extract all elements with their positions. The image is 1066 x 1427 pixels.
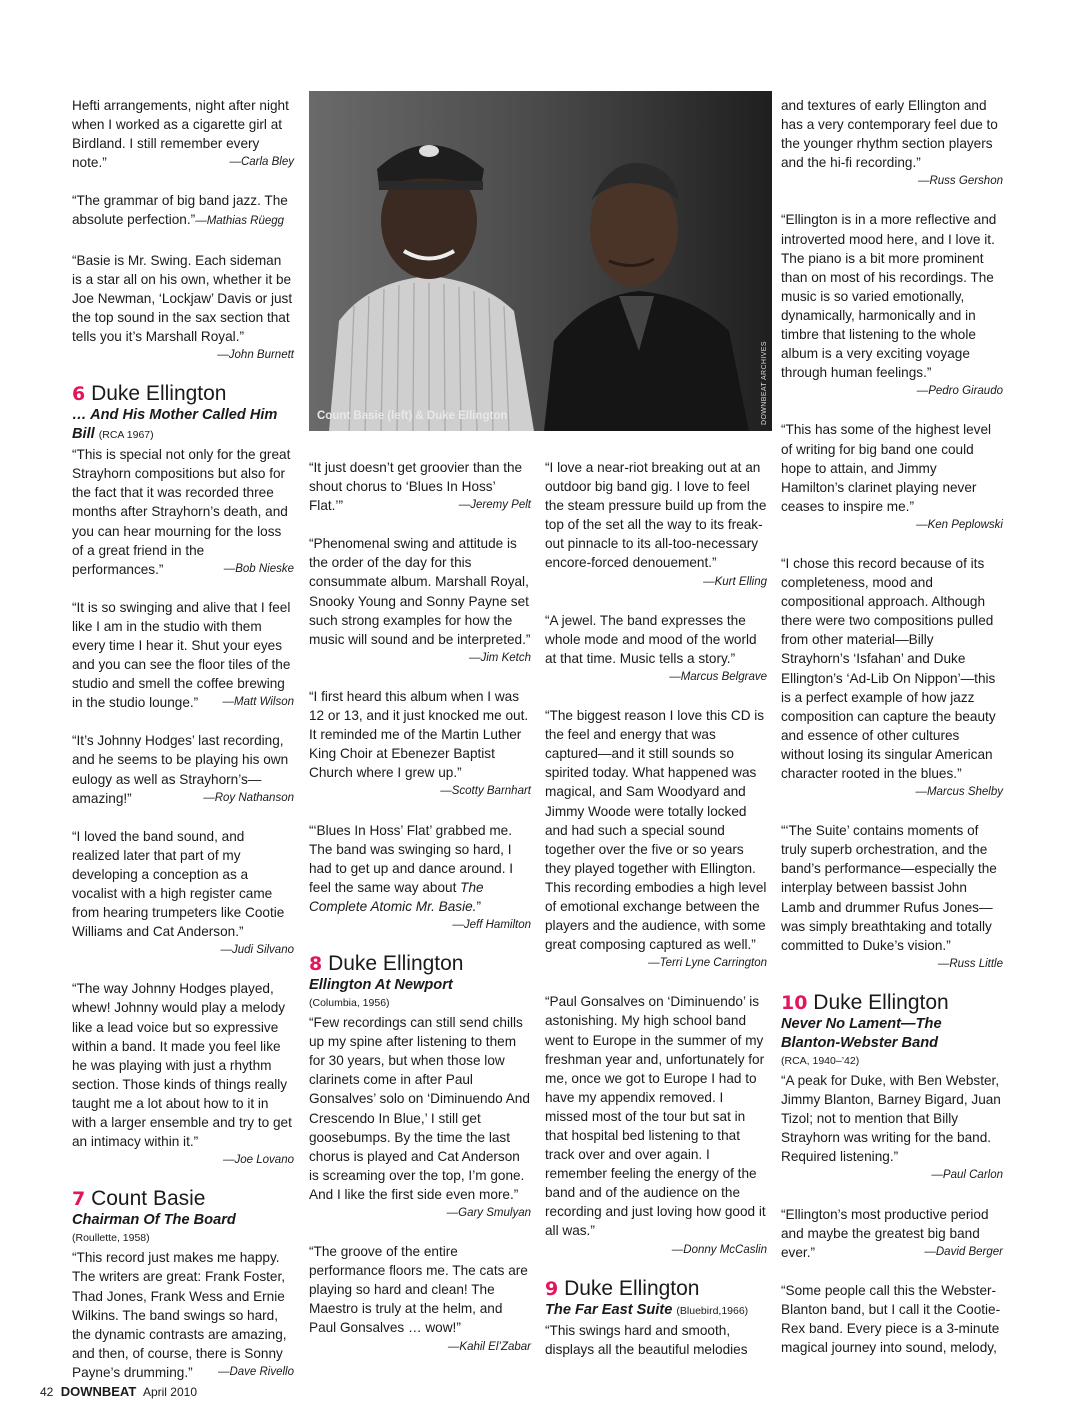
issue-date: April 2010 <box>142 1385 198 1399</box>
entry-number: 7 <box>72 1188 86 1211</box>
entry-number: 9 <box>545 1277 559 1300</box>
quote-text: “Ellington’s most productive period and maybe the greatest big band ever.” <box>781 1206 989 1260</box>
quote-text: “The way Johnny Hodges played, whew! Johnny would play a melody like a lead voice but so expressive within a band. It made you feel like he was playing with just a rhythm section. Those kinds of things really taught me a lot about how to it in with a larger ensemble and try to get an intimacy within it.” <box>72 981 292 1150</box>
quote-text: and textures of early Ellington and has a very contemporary feel due to the younger rhythm section players and the hi-fi recording.” <box>781 98 998 171</box>
entry-album <box>72 406 294 445</box>
quote-attribution: —Roy Nathanson <box>203 791 294 804</box>
entry-artist: Duke Ellington <box>328 952 464 976</box>
entry-artist: Duke Ellington <box>564 1276 700 1300</box>
quote-attribution: —Kahil El’Zabar <box>447 1340 531 1353</box>
quote <box>72 251 294 366</box>
entry-7 <box>72 1187 294 1247</box>
column-1 <box>72 96 294 1401</box>
quote <box>781 420 1003 535</box>
column-2 <box>309 458 531 1376</box>
quote <box>72 96 294 172</box>
album-title: … And His Mother Called Him Bill <box>72 407 278 443</box>
quote-attribution: —Russ Little <box>937 957 1003 970</box>
entry-album <box>545 1301 767 1321</box>
quote <box>72 1248 294 1382</box>
quote-text: “This swings hard and smooth, displays all the beautiful melodies <box>545 1322 748 1357</box>
quote-text: “It’s Johnny Hodges’ last recording, and he seems to be playing his own eulogy as well as Strayhorn’s—amazing!” <box>72 733 289 806</box>
quote <box>309 821 531 936</box>
quote-text: ” <box>476 898 481 914</box>
quote-attribution: —Mathias Rüegg <box>195 215 285 228</box>
quote <box>72 191 294 231</box>
quote-attribution: —Bob Nieske <box>223 562 294 575</box>
entry-6 <box>72 382 294 445</box>
entry-heading <box>781 991 1003 1015</box>
quote-text: “‘Blues In Hoss’ Flat’ grabbed me. The band was swinging so hard, I had to get up and dance around. I feel the same way about <box>309 822 514 895</box>
album-label: (Bluebird,1966) <box>676 1304 749 1317</box>
quote-text: “‘The Suite’ contains moments of truly superb orchestration, and the band’s performance—especially the interplay between bassist John Lamb and drummer Rufus Jones—was simply breathtaking and totally committed to Duke’s vision.” <box>781 823 997 953</box>
entry-heading <box>72 1187 294 1211</box>
quote-text: “I loved the band sound, and realized later that part of my developing a conception as a vocalist with a high register came from hearing trumpeters like Cootie Williams and Cat Anderson.” <box>72 828 285 940</box>
quote-text: “Phenomenal swing and attitude is the order of the day for this consummate album. Marshall Royal, Snooky Young and Sonny Payne set such strong examples for how the music will sound and be interpreted.” <box>309 536 531 647</box>
quote-text: “Some people call this the Webster-Blanton band, but I call it the Cootie-Rex band. Every piece is a 3-minute magical journey into sound, melody, <box>781 1282 1001 1356</box>
quote-attribution: —Matt Wilson <box>222 696 294 709</box>
photo-credit: DOWNBEAT ARCHIVES <box>761 341 768 425</box>
column-3 <box>545 458 767 1378</box>
album-title: Ellington At Newport <box>309 977 453 994</box>
quote-text: “Few recordings can still send chills up my spine after listening to them for 30 years, but when those low clarinets come in after Paul Gonsalves’ solo on ‘Diminuendo And Crescendo In Blue,’ I still get goosebumps. By the time the last chorus is played and Cat Anderson is screaming over the top, I’m gone. And I like the first side even more.” <box>309 1015 530 1202</box>
quote-attribution: —Dave Rivello <box>217 1365 294 1378</box>
entry-heading <box>309 952 531 976</box>
quote <box>545 706 767 973</box>
quote-attribution: —Russ Gershon <box>917 175 1003 188</box>
quote-text: “This has some of the highest level of writing for big band one could hope to attain, and Jimmy Hamilton’s clarinet playing never ceases to inspire me.” <box>781 422 992 514</box>
quote <box>781 1281 1003 1357</box>
quote-text: “Ellington is in a more reflective and introverted mood here, and I love it. The piano is a bit more prominent than on most of his recordings. The music is so varied emotionally, dynamically, harmonically and in timbre that listening to the whole album is a very exciting voyage through human feelings.” <box>781 212 997 381</box>
quote <box>545 1321 767 1359</box>
quote-attribution: —Judi Silvano <box>220 944 294 957</box>
quote <box>309 458 531 515</box>
quote-text: “The biggest reason I love this CD is the feel and energy that was captured—and it still sounds so spirited today. What happened was magical, and Sam Woodyard and Jimmy Woode were totally locked and had such a special sound together over the five or so years they played together with Ellington. This recording embodies a high level of emotional exchange between the players and the audience, with some great composing captured as well.” <box>545 708 767 953</box>
entry-number: 8 <box>309 953 323 976</box>
quote-text: “I first heard this album when I was 12 or 13, and it just knocked me out. It reminded me of the Martin Luther King Choir at Ebenezer Baptist Church where I grew up.” <box>309 688 529 781</box>
quote <box>309 534 531 668</box>
quote-attribution: —David Berger <box>924 1245 1003 1258</box>
quote-attribution: —Marcus Belgrave <box>669 670 767 683</box>
quote <box>545 611 767 687</box>
quote-attribution: —John Burnett <box>217 349 294 362</box>
album-label: (RCA 1967) <box>98 429 154 442</box>
entry-artist: Duke Ellington <box>813 990 949 1014</box>
quote-attribution: —Jim Ketch <box>469 651 531 664</box>
photo-image <box>309 91 772 431</box>
quote-attribution: —Jeremy Pelt <box>458 499 531 512</box>
quote-text: “This record just makes me happy. The writers are great: Frank Foster, Thad Jones, Frank Wess and Ernie Wilkins. The band swings so hard, the dynamic contrasts are amazing, and then, of course, there is Sonny Payne’s drumming.” <box>72 1250 287 1380</box>
quote <box>72 598 294 713</box>
quote <box>781 554 1003 802</box>
quote-text: “This is special not only for the great Strayhorn compositions but also for the fact that it was recorded three months after Strayhorn’s death, and you can hear mourning for the loss of a great friend in the performances.” <box>72 447 291 577</box>
quote <box>545 458 767 592</box>
quote-attribution: —Paul Carlon <box>931 1169 1003 1182</box>
magazine-name: DOWNBEAT <box>60 1384 137 1399</box>
quote-attribution: —Jeff Hamilton <box>452 918 531 931</box>
column-4 <box>781 96 1003 1376</box>
quote <box>781 210 1003 401</box>
quote <box>309 1242 531 1357</box>
quote-text: “Basie is Mr. Swing. Each sideman is a star all on his own, whether it be Joe Newman, ‘Lockjaw’ Davis or just the top sound in the sax section that tells you it’s Marshall Royal.” <box>72 252 293 344</box>
entry-number: 6 <box>72 383 86 406</box>
entry-heading <box>545 1277 767 1301</box>
quote-text: “I love a near-riot breaking out at an outdoor big band gig. I love to feel the steam pressure build up from the top of the set all the way to its freak-out pinnacle to its all-too-necessary encore-forced denouement.” <box>545 460 767 571</box>
quote-attribution: —Kurt Elling <box>703 575 767 588</box>
quote-attribution: —Ken Peplowski <box>916 518 1003 531</box>
quote-text: “It just doesn’t get groovier than the shout chorus to ‘Blues In Hoss’ Flat.’” <box>309 460 523 514</box>
quote <box>72 979 294 1170</box>
quote-text: “A jewel. The band expresses the whole mode and mood of the world at that time. Music tells a story.” <box>545 612 757 666</box>
quote-text: Hefti arrangements, night after night when I worked as a cigarette girl at Birdland. I still remember every note.” <box>72 98 289 171</box>
page-number: 42 <box>40 1385 54 1399</box>
entry-number: 10 <box>781 991 808 1014</box>
quote <box>72 445 294 579</box>
quote <box>72 827 294 961</box>
quote-attribution: —Carla Bley <box>229 156 294 169</box>
entry-10 <box>781 991 1003 1070</box>
entry-heading <box>72 382 294 406</box>
entry-8 <box>309 952 531 1012</box>
quote <box>781 1071 1003 1186</box>
quote-attribution: —Gary Smulyan <box>446 1207 531 1219</box>
quote <box>72 731 294 807</box>
quote <box>781 96 1003 191</box>
quote <box>545 992 767 1259</box>
quote <box>309 1013 531 1223</box>
quote-attribution: —Marcus Shelby <box>915 786 1003 799</box>
entry-artist: Count Basie <box>91 1187 206 1211</box>
quote-text: “The grammar of big band jazz. The absolute perfection.” <box>72 193 288 228</box>
album-title: Chairman Of The Board <box>72 1212 236 1229</box>
album-title: Never No Lament—The Blanton-Webster Band <box>781 1015 942 1051</box>
quote <box>781 821 1003 974</box>
quote-text: “It is so swinging and alive that I feel like I am in the studio with them every time I hear it. Shut your eyes and you can see the floor tiles of the studio and smell the coffee brewing in the studio lounge.” <box>72 599 291 711</box>
quote-attribution: —Joe Lovano <box>223 1154 294 1167</box>
album-label: (Roullette, 1958) <box>72 1232 150 1245</box>
album-label: (RCA, 1940–’42) <box>781 1054 860 1067</box>
quote-attribution: —Pedro Giraudo <box>916 385 1003 398</box>
quote-text: “I chose this record because of its completeness, mood and compositional approach. Although there were two compositions pulled from other material—Billy Strayhorn’s ‘Isfahan’ and Duke Ellington’s ‘Ad-Lib On Nippon’—this is a perfect example of how jazz composition can capture the beauty and essence of other cultures without losing its singular American character rooted in the blues.” <box>781 555 996 781</box>
album-label: (Columbia, 1956) <box>309 997 390 1010</box>
quote-attribution: —Terri Lyne Carrington <box>648 957 767 970</box>
photo-basie-ellington <box>309 91 772 431</box>
quote-text: “The groove of the entire performance floors me. The cats are playing so hard and clean! The Maestro is truly at the helm, and Paul Gonsalves … wow!” <box>309 1244 528 1336</box>
photo-caption: Count Basie (left) & Duke Ellington <box>317 410 508 422</box>
entry-artist: Duke Ellington <box>91 382 227 406</box>
quote-text: “A peak for Duke, with Ben Webster, Jimmy Blanton, Barney Bigard, Juan Tizol; not to mention that Billy Strayhorn was writing for the band. Required listening.” <box>781 1072 1001 1165</box>
quote <box>781 1205 1003 1262</box>
quote-text: “Paul Gonsalves on ‘Diminuendo’ is astonishing. My high school band went to Europe in the summer of my freshman year and, unfortunately for me, once we got to Europe I had to have my appendix removed. I missed most of the tour but sat in that hospital bed listening to that track over and over again. I remember feeling the energy of the band and of the audience on the recording and just loving how good it all was.” <box>545 994 766 1239</box>
quote <box>309 687 531 802</box>
entry-9 <box>545 1277 767 1321</box>
page-footer <box>40 1384 197 1399</box>
album-title: The Far East Suite <box>545 1301 673 1318</box>
quote-attribution: —Scotty Barnhart <box>440 785 531 798</box>
quote-text-italic: The Complete Atomic Mr. Basie. <box>309 879 484 914</box>
quote-attribution: —Donny McCaslin <box>671 1243 767 1256</box>
